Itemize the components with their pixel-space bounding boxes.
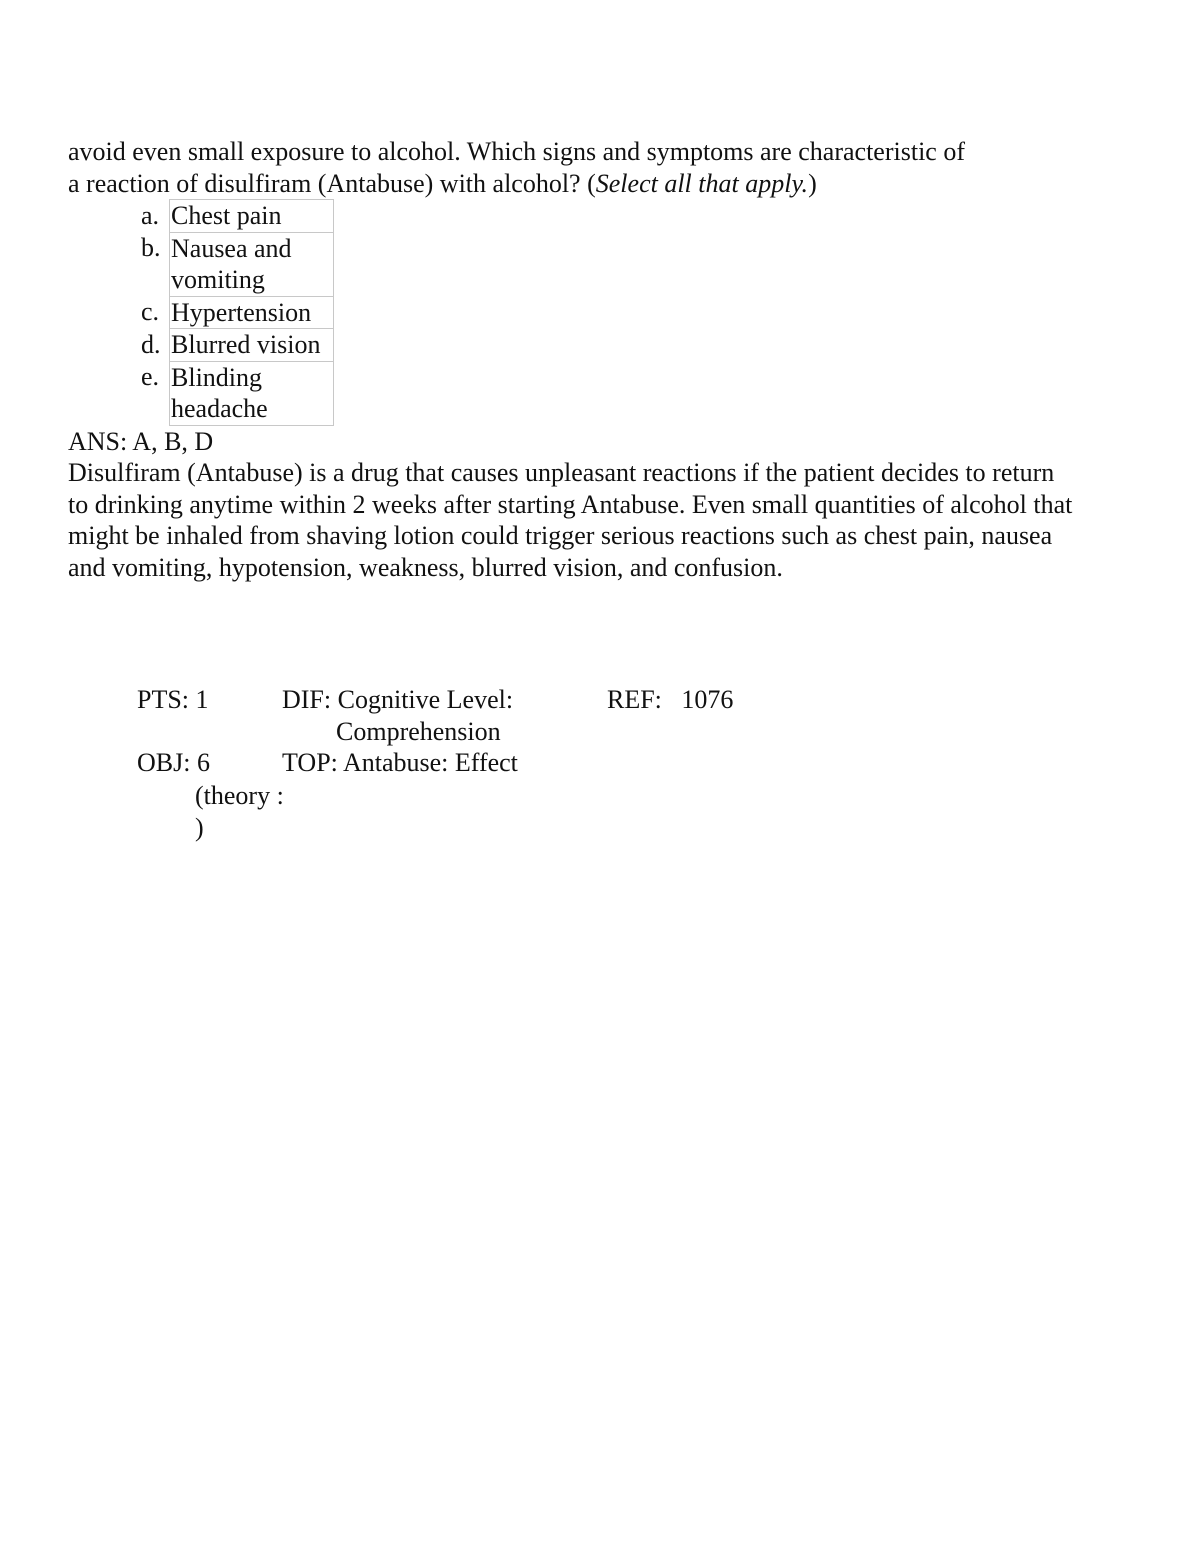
answer-options [141, 199, 334, 426]
select-all-instruction: Select all that apply. [595, 168, 809, 198]
option-text: Chest pain [170, 200, 334, 233]
theory-line-2: ) [195, 812, 204, 842]
rationale: Disulfiram (Antabuse) is a drug that causes unpleasant reactions if the patient decides to return to drinking anytime within 2 weeks after starting Antabuse. Even small quantities of alcohol that might be inhaled from shaving lotion could trigger serious reactions such as chest pain, nausea and vomiting, hypotension, weakness, blurred vision, and confusion. [68, 458, 1073, 582]
option-letter: a. [141, 200, 160, 230]
difficulty-value-1: Cognitive Level: [337, 685, 514, 714]
theory-note [195, 780, 315, 843]
option-letter: c. [141, 297, 160, 326]
option-row [141, 361, 334, 425]
points: PTS: 1 [137, 685, 209, 714]
option-text: Blurred vision [170, 329, 334, 362]
question-line-2-suffix: ) [808, 168, 817, 198]
reference [607, 684, 807, 716]
option-letter: e. [141, 362, 160, 391]
difficulty-value-2: Comprehension [336, 716, 501, 746]
option-row [141, 200, 334, 233]
question-stem [68, 136, 1078, 199]
objective: OBJ: 6 [137, 748, 210, 777]
option-row [141, 232, 334, 296]
question-line-2-prefix: a reaction of disulfiram (Antabuse) with alcohol? ( [68, 168, 596, 198]
option-letter: b. [141, 233, 161, 262]
question-line-2 [68, 168, 1078, 200]
meta-row [137, 684, 837, 747]
reference-label: REF: [607, 685, 662, 714]
topic-value: Antabuse: Effect [342, 748, 518, 777]
topic-label: TOP: [282, 748, 338, 777]
option-text: Blinding headache [170, 361, 334, 425]
option-row [141, 329, 334, 362]
question-line-1: avoid even small exposure to alcohol. Which signs and symptoms are characteristic of [68, 137, 965, 166]
difficulty [282, 684, 582, 747]
difficulty-label: DIF: [282, 685, 332, 714]
document-page [68, 136, 1078, 583]
reference-value: 1076 [681, 685, 734, 714]
answer-key: ANS: A, B, D [68, 426, 214, 456]
option-row [141, 296, 334, 329]
topic [282, 747, 582, 779]
option-text: Nausea and vomiting [170, 232, 334, 296]
option-text: Hypertension [170, 296, 334, 329]
option-letter: d. [141, 329, 161, 359]
theory-line-1: (theory : [195, 781, 284, 810]
